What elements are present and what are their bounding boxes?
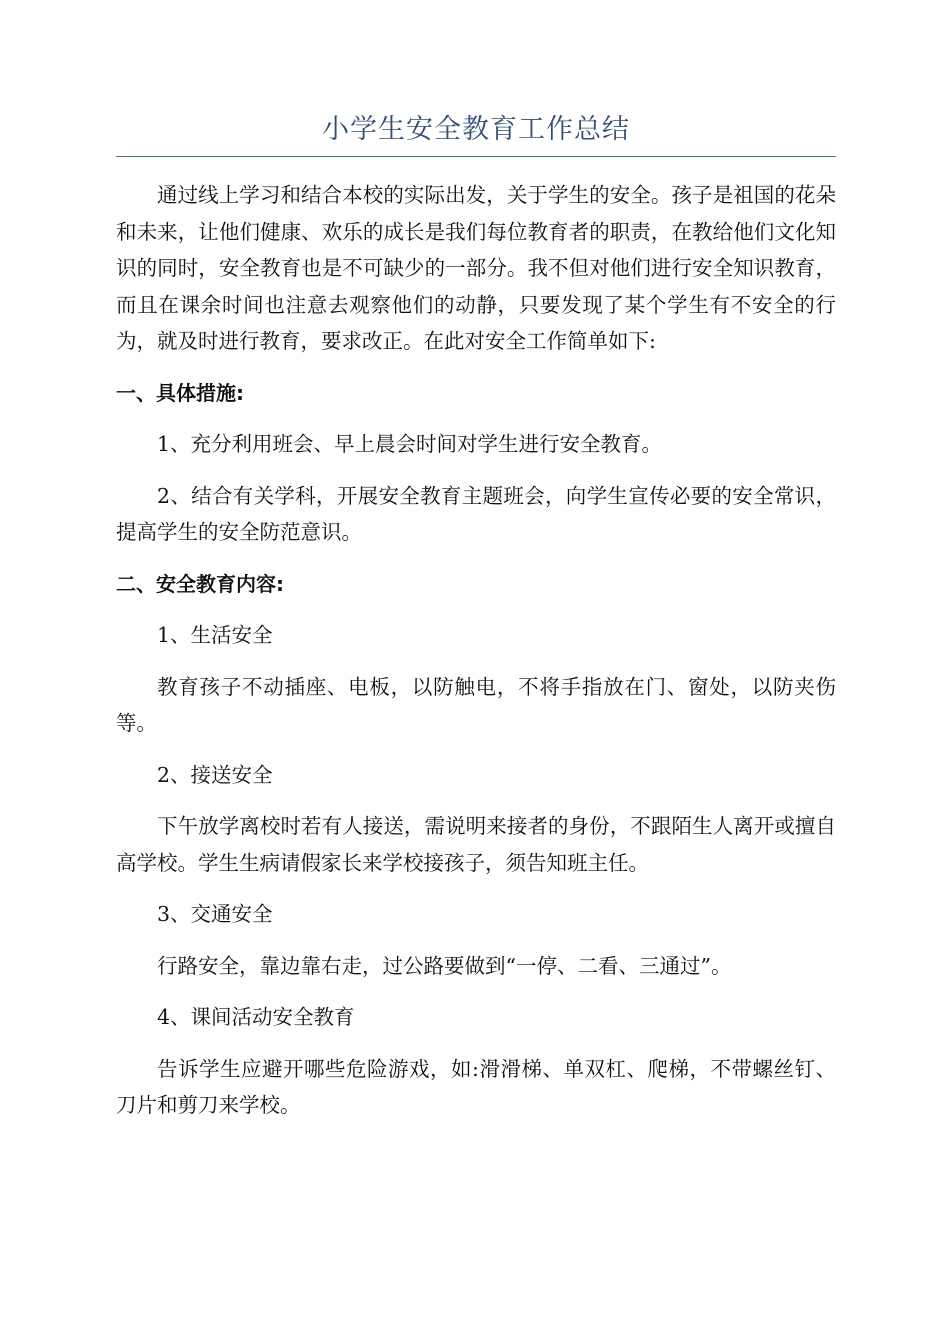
traffic-safety-paragraph: 行路安全，靠边靠右走，过公路要做到“一停、二看、三通过”。 (157, 953, 732, 978)
measure-item-2: 2、结合有关学科，开展安全教育主题班会，向学生宣传必要的安全常识，提高学生的安全防范意识。 (116, 483, 836, 544)
section-heading-measures: 一、具体措施: (116, 380, 244, 405)
section-heading-content: 二、安全教育内容: (116, 571, 284, 596)
subheading-recess-safety: 4、课间活动安全教育 (157, 1005, 355, 1029)
subheading-life-safety: 1、生活安全 (157, 623, 273, 647)
document-body (116, 177, 836, 1124)
measure-item-1: 1、充分利用班会、早上晨会时间对学生进行安全教育。 (157, 432, 663, 456)
life-safety-paragraph: 教育孩子不动插座、电板，以防触电，不将手指放在门、窗处，以防夹伤等。 (116, 674, 836, 735)
subheading-traffic-safety: 3、交通安全 (157, 902, 273, 926)
subheading-pickup-safety: 2、接送安全 (157, 762, 273, 787)
recess-safety-paragraph: 告诉学生应避开哪些危险游戏，如:滑滑梯、单双杠、爬梯，不带螺丝钉、刀片和剪刀来学校。 (116, 1056, 836, 1117)
pickup-safety-paragraph: 下午放学离校时若有人接送，需说明来接者的身份，不跟陌生人离开或擅自高学校。学生生病请假家长来学校接孩子，须告知班主任。 (116, 814, 836, 875)
document-title: 小学生安全教育工作总结 (116, 108, 836, 157)
intro-paragraph: 通过线上学习和结合本校的实际出发，关于学生的安全。孩子是祖国的花朵和未来，让他们健康、欢乐的成长是我们每位教育者的职责，在教给他们文化知识的同时，安全教育也是不可缺少的一部分。我不但对他们进行安全知识教育，而且在课余时间也注意去观察他们的动静，只要发现了某个学生有不安全的行为，就及时进行教育，要求改正。在此对安全工作简单如下: (116, 183, 836, 353)
document-page (116, 108, 836, 1139)
